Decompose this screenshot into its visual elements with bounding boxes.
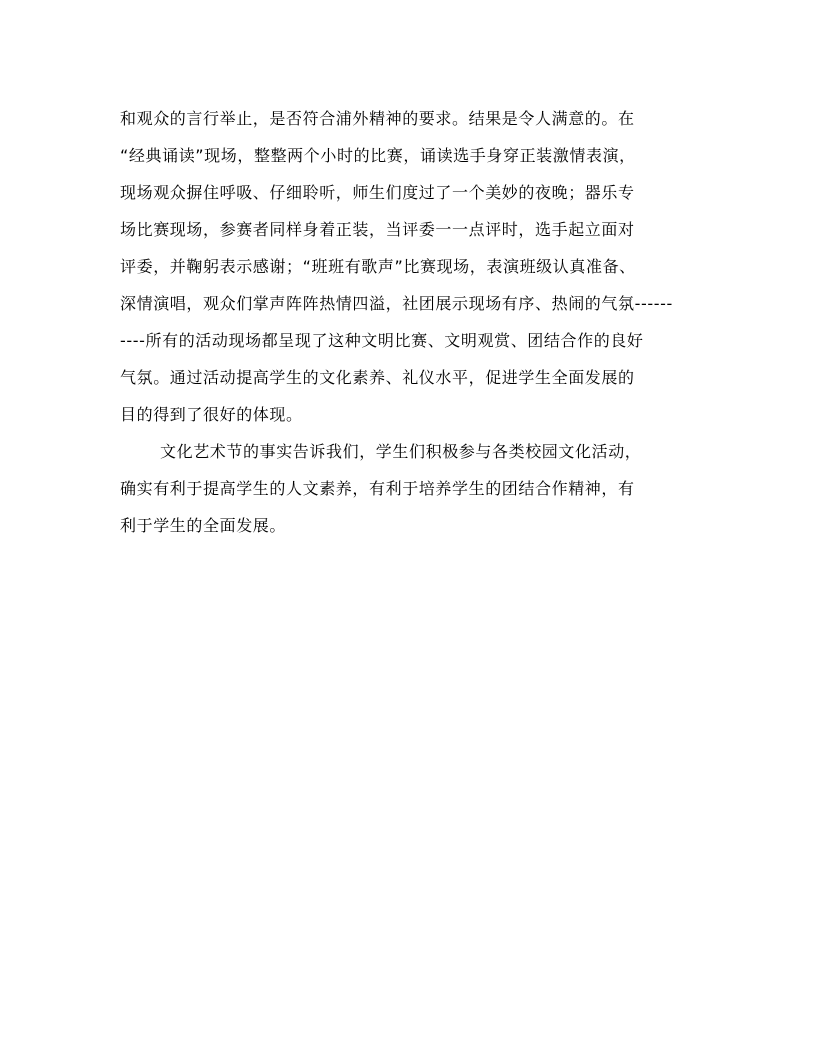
text-line: 和观众的言行举止，是否符合浦外精神的要求。结果是令人满意的。在 (120, 109, 635, 128)
text-line: 深情演唱，观众们掌声阵阵热情四溢，社团展示现场有序、热闹的气氛------ (120, 294, 673, 313)
text-line: 场比赛现场，参赛者同样身着正装，当评委一一点评时，选手起立面对 (120, 220, 635, 239)
text-line: ----所有的活动现场都呈现了这种文明比赛、文明观赏、团结合作的良好 (120, 331, 644, 350)
text-line: 现场观众摒住呼吸、仔细聆听，师生们度过了一个美妙的夜晚；器乐专 (120, 183, 635, 202)
text-line: 文化艺术节的事实告诉我们，学生们积极参与各类校园文化活动， (160, 442, 642, 461)
text-line: 气氛。通过活动提高学生的文化素养、礼仪水平，促进学生全面发展的 (120, 368, 635, 387)
text-line: 目的得到了很好的体现。 (120, 405, 303, 424)
text-line: 利于学生的全面发展。 (120, 516, 287, 535)
paragraph-1 (120, 100, 700, 433)
text-line: “经典诵读”现场，整整两个小时的比赛，诵读选手身穿正装激情表演， (120, 146, 636, 165)
text-line: 确实有利于提高学生的人文素养，有利于培养学生的团结合作精神，有 (120, 479, 635, 498)
text-line: 评委，并鞠躬表示感谢；“班班有歌声”比赛现场，表演班级认真准备、 (120, 257, 636, 276)
body-text (120, 100, 700, 544)
paragraph-2 (120, 433, 700, 544)
